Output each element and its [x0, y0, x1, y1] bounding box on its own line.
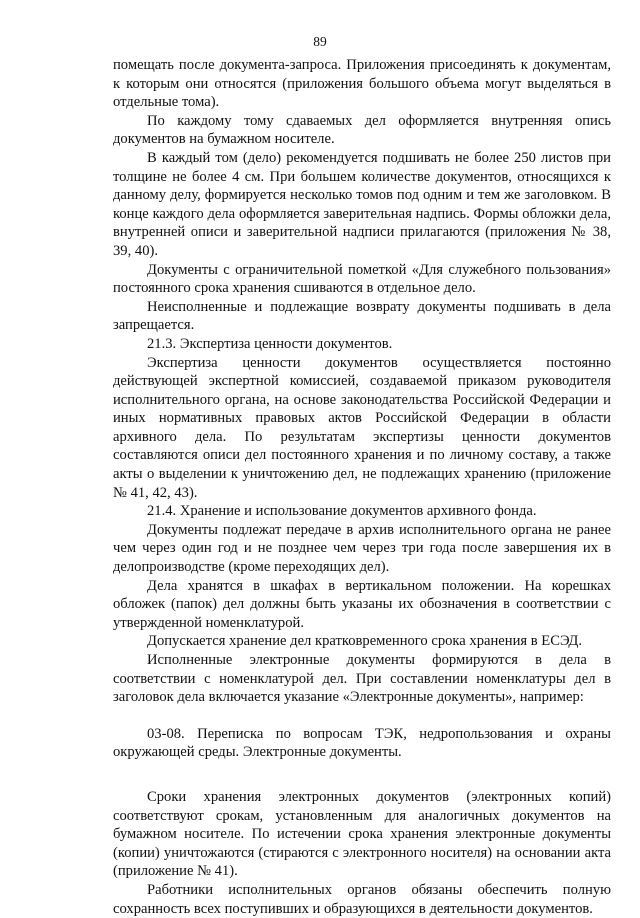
paragraph: Работники исполнительных органов обязаны обеспечить полную сохранность всех поступивших и образующихся в деятельности документов.: [113, 881, 611, 917]
page-number: 89: [313, 34, 327, 49]
document-body: [113, 56, 611, 918]
paragraph: Документы с ограничительной пометкой «Для служебного пользования» постоянного срока хранения сшиваются в отдельное дело.: [113, 261, 611, 297]
paragraph: Неисполненные и подлежащие возврату документы подшивать в дела запрещается.: [113, 298, 611, 334]
paragraph: Допускается хранение дел кратковременного срока хранения в ЕСЭД.: [147, 633, 582, 650]
paragraph: В каждый том (дело) рекомендуется подшивать не более 250 листов при толщине не более 4 см. При большем количестве документов, относящихся к данному делу, формируется несколько томов под одним и тем же заголовком. В конце каждого дела оформляется заверительная надпись. Формы обложки дела, внутренней описи и заверительной надписи прилагаются (приложения № 38, 39, 40).: [113, 149, 611, 259]
paragraph: Сроки хранения электронных документов (электронных копий) соответствуют срокам, установленным для аналогичных документов на бумажном носителе. По истечении срока хранения электронные документы (копии) уничтожаются (стираются с электронного носителя) на основании акта (приложение № 41).: [113, 788, 611, 880]
paragraph: Исполненные электронные документы формируются в дела в соответствии с номенклатурой дел. При составлении номенклатуры дел в заголовок дела включается указание «Электронные документы», например:: [113, 652, 611, 706]
paragraph: По каждому тому сдаваемых дел оформляется внутренняя опись документов на бумажном носителе.: [113, 112, 611, 148]
paragraph: Дела хранятся в шкафах в вертикальном положении. На корешках обложек (папок) дел должны быть указаны их обозначения в соответствии с утвержденной номенклатурой.: [113, 577, 611, 631]
example-paragraph: 03-08. Переписка по вопросам ТЭК, недропользования и охраны окружающей среды. Электронные документы.: [113, 725, 611, 761]
section-heading: 21.4. Хранение и использование документов архивного фонда.: [147, 503, 537, 520]
section-heading: 21.3. Экспертиза ценности документов.: [147, 335, 393, 352]
paragraph: помещать после документа-запроса. Приложения присоединять к документам, к которым они относятся (приложения большого объема могут выделяться в отдельные тома).: [113, 57, 611, 111]
paragraph: Документы подлежат передаче в архив исполнительного органа не ранее чем через один год и не позднее чем через три года после завершения их в делопроизводстве (кроме переходящих дел).: [113, 521, 611, 576]
paragraph: Экспертиза ценности документов осуществляется постоянно действующей экспертной комиссией, создаваемой приказом руководителя исполнительного органа, на основе законодательства Российской Федерации и иных нормативных правовых актов Российской Федерации в области архивного дела. По результатам экспертизы ценности документов составляются описи дел постоянного хранения и по личному составу, а также акты о выделении к уничтожению дел, не подлежащих хранению (приложение № 41, 42, 43).: [113, 354, 611, 501]
